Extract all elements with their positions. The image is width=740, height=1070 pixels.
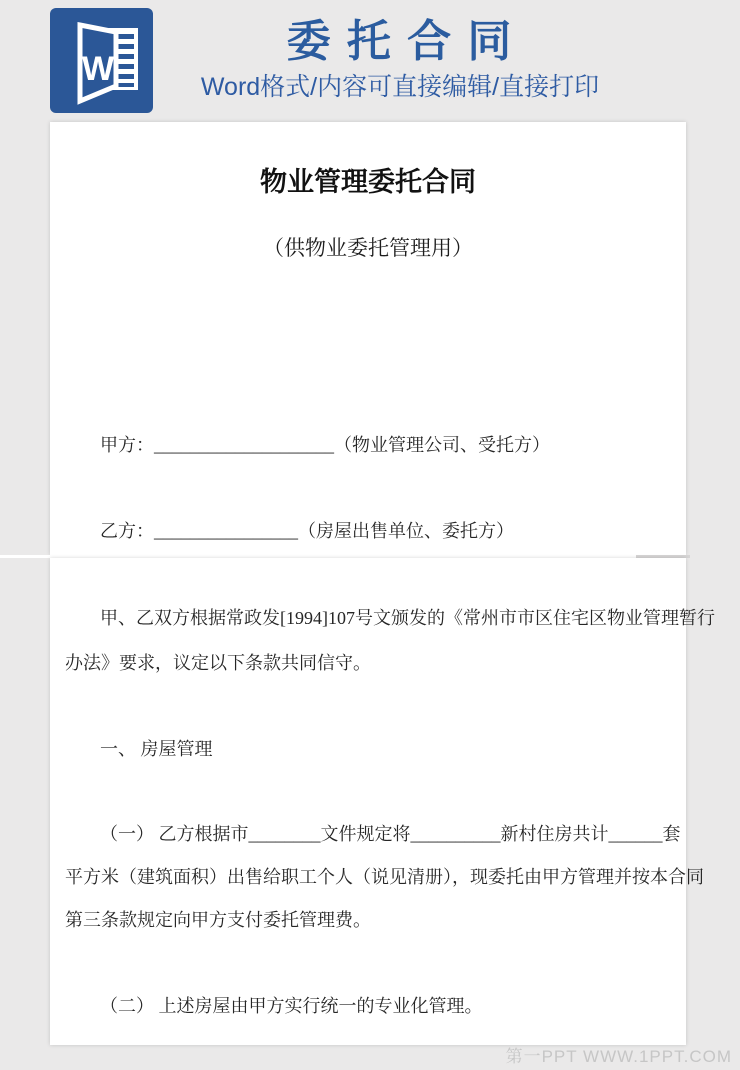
svg-text:W: W xyxy=(81,50,115,88)
intro-paragraph-line: 办法》要求，议定以下条款共同信守。 xyxy=(65,653,371,673)
clause-1-line: （一） 乙方根据市________文件规定将__________新村住房共计______套 xyxy=(100,824,681,844)
party-b-line: 乙方：________________（房屋出售单位、委托方） xyxy=(100,521,514,541)
clause-2-line: （二） 上述房屋由甲方实行统一的专业化管理。 xyxy=(100,996,483,1016)
document-page-2 xyxy=(50,558,715,1045)
watermark-footer xyxy=(0,1045,740,1070)
clause-1-line: 第三条款规定向甲方支付委托管理费。 xyxy=(65,910,371,930)
party-a-line: 甲方：____________________（物业管理公司、受托方） xyxy=(100,435,550,455)
promo-header-text xyxy=(60,0,740,122)
document-page-1 xyxy=(50,122,686,555)
contract-subtitle: （供物业委托管理用） xyxy=(263,236,473,260)
clause-1-line: 平方米（建筑面积）出售给职工个人（说见清册），现委托由甲方管理并按本合同 xyxy=(65,867,704,887)
watermark-text: 第一PPT WWW.1PPT.COM xyxy=(505,1047,732,1066)
section-heading: 一、 房屋管理 xyxy=(100,739,213,759)
intro-paragraph-line: 甲、乙双方根据常政发[1994]107号文颁发的《常州市市区住宅区物业管理暂行 xyxy=(100,608,715,628)
promo-title: 委 托 合 同 xyxy=(286,17,514,66)
document-preview xyxy=(0,122,740,1045)
promo-subtitle: Word格式/内容可直接编辑/直接打印 xyxy=(200,73,600,101)
promo-header xyxy=(0,0,740,122)
contract-title: 物业管理委托合同 xyxy=(260,167,476,197)
